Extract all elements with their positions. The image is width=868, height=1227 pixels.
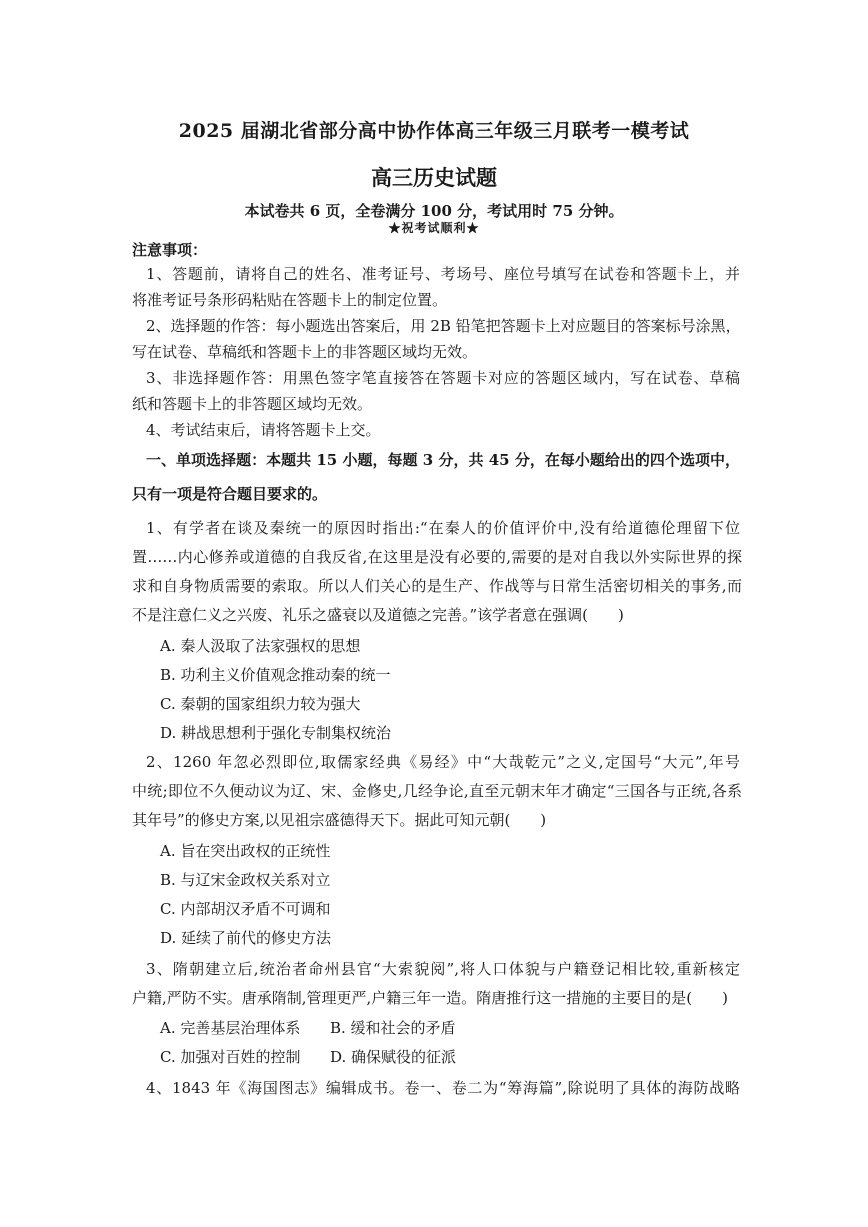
exam-title: 2025 届湖北省部分高中协作体高三年级三月联考一模考试 (178, 120, 690, 142)
question-3-stem: 户籍,严防不实。唐承隋制,管理更严,户籍三年一造。隋唐推行这一措施的主要目的是( ) (132, 989, 729, 1007)
question-1-stem: 求和自身物质需要的索取。所以人们关心的是生产、作战等与日常生活密切相关的事务,而 (132, 577, 742, 595)
notice-item-3-cont: 纸和答题卡上的非答题区域均无效。 (132, 395, 373, 413)
section-heading-cont: 只有一项是符合题目要求的。 (132, 485, 328, 503)
question-2-option-a: A. 旨在突出政权的正统性 (160, 842, 331, 860)
notice-item-2: 2、选择题的作答：每小题选出答案后，用 2B 铅笔把答题卡上对应题目的答案标号涂黑， (146, 317, 741, 335)
exam-meta: 本试卷共 6 页，全卷满分 100 分，考试用时 75 分钟。 (244, 202, 624, 220)
question-1-option-a: A. 秦人汲取了法家强权的思想 (160, 637, 361, 655)
notice-item-3: 3、非选择题作答：用黑色签字笔直接答在答题卡对应的答题区域内，写在试卷、草稿 (146, 369, 740, 387)
question-3-options-row-2 (160, 1047, 770, 1067)
notice-item-4: 4、考试结束后，请将答题卡上交。 (146, 421, 381, 439)
notice-item-1-cont: 将准考证号条形码粘贴在答题卡上的制定位置。 (132, 291, 448, 309)
question-3-option-b: B. 缓和社会的矛盾 (330, 1019, 456, 1037)
question-1-stem: 1、有学者在谈及秦统一的原因时指出:“在秦人的价值评价中,没有给道德伦理留下位 (146, 519, 740, 537)
notice-heading: 注意事项： (132, 241, 208, 259)
question-3-options-row-1 (160, 1018, 770, 1038)
question-3-option-c: C. 加强对百姓的控制 (160, 1048, 301, 1066)
question-1-option-b: B. 功利主义价值观念推动秦的统一 (160, 666, 391, 684)
notice-item-2-cont: 写在试卷、草稿纸和答题卡上的非答题区域均无效。 (132, 343, 478, 361)
question-2-stem: 中统;即位不久便动议为辽、宋、金修史,几经争论,直至元朝末年才确定“三国各与正统,各系 (132, 782, 742, 800)
question-3-option-d: D. 确保赋役的征派 (330, 1048, 457, 1066)
question-2-option-b: B. 与辽宋金政权关系对立 (160, 871, 331, 889)
question-1-stem: 置……内心修养或道德的自我反省,在这里是没有必要的,需要的是对自我以外实际世界的探 (132, 548, 742, 566)
question-3-stem: 3、隋朝建立后,统治者命州县官“大索貌阅”,将人口体貌与户籍登记相比较,重新核定 (146, 960, 740, 978)
exam-subtitle: 高三历史试题 (371, 165, 497, 190)
exam-motto: ★祝考试顺利★ (388, 221, 480, 235)
question-1-stem: 不是注意仁义之兴废、礼乐之盛衰以及道德之完善。”该学者意在强调( ) (132, 606, 624, 624)
question-2-option-d: D. 延续了前代的修史方法 (160, 929, 332, 947)
question-3-option-a: A. 完善基层治理体系 (160, 1019, 301, 1037)
question-1-option-d: D. 耕战思想利于强化专制集权统治 (160, 724, 392, 742)
question-2-stem: 2、1260 年忽必烈即位,取儒家经典《易经》中“大哉乾元”之义,定国号“大元”,年号 (146, 753, 740, 771)
notice-item-1: 1、答题前，请将自己的姓名、准考证号、考场号、座位号填写在试卷和答题卡上，并 (146, 265, 740, 283)
question-2-stem: 其年号”的修史方案,以见祖宗盛德得天下。据此可知元朝( ) (132, 811, 547, 829)
question-4-stem: 4、1843 年《海国图志》编辑成书。卷一、卷二为“筹海篇”,除说明了具体的海防战略 (146, 1079, 740, 1097)
section-heading: 一、单项选择题：本题共 15 小题，每题 3 分，共 45 分，在每小题给出的四个选项中， (146, 451, 740, 469)
question-2-option-c: C. 内部胡汉矛盾不可调和 (160, 900, 331, 918)
question-1-option-c: C. 秦朝的国家组织力较为强大 (160, 695, 361, 713)
